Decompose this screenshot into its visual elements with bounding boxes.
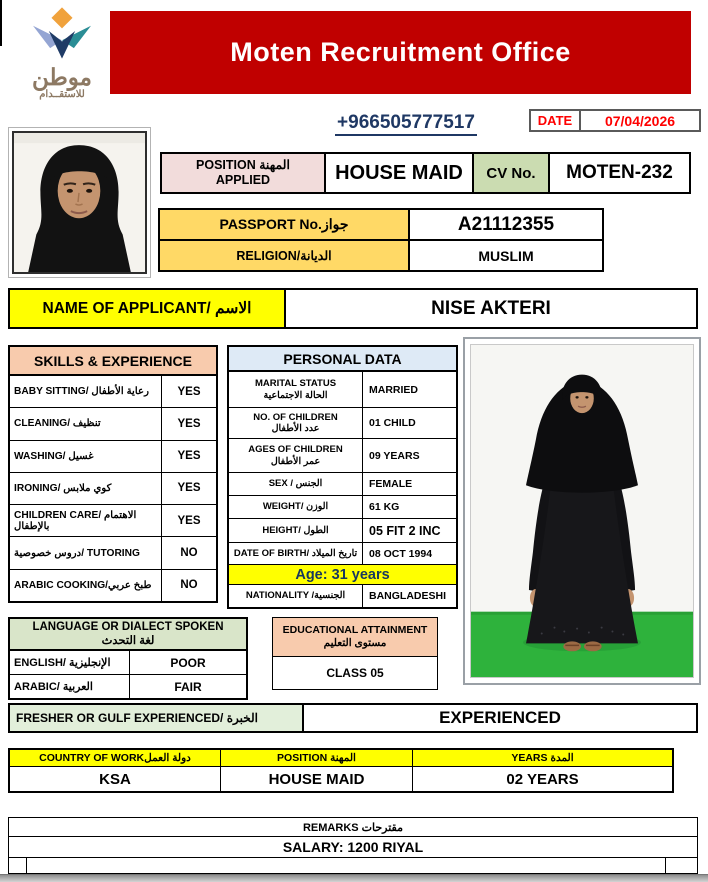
weight-label: WEIGHT/ الوزن [229, 496, 363, 518]
skill-label: CHILDREN CARE/ الاهتمام بالإطفال [10, 505, 162, 536]
phone-link[interactable]: +966505777517 [335, 112, 477, 136]
bottom-divider-bar [0, 874, 708, 882]
height-row [229, 519, 456, 543]
fullbody-image [471, 345, 693, 677]
birthdate-label: DATE OF BIRTH/ تاريخ الميلاد [229, 543, 363, 564]
date-value: 07/04/2026 [604, 112, 676, 129]
applicant-headshot-photo [8, 127, 151, 278]
children-count-value: 01 CHILD [369, 417, 416, 429]
skill-row-arabiccooking [10, 570, 216, 601]
skills-title: SKILLS & EXPERIENCE [10, 347, 216, 376]
remarks-empty-cell [27, 858, 666, 873]
fullbody-frame [470, 344, 694, 678]
skill-label: WASHING/ غسيل [10, 441, 162, 472]
personal-data-table [227, 345, 458, 609]
remarks-empty-cell [9, 858, 27, 873]
remarks-table [8, 817, 698, 874]
remarks-salary: SALARY: 1200 RIYAL [9, 837, 697, 858]
position-applied-label [162, 154, 326, 192]
skill-label: CLEANING/ تنظيف [10, 408, 162, 439]
moten-logo [14, 6, 110, 104]
label-ar: عدد الأطفال [271, 423, 320, 434]
work-history-header [10, 750, 672, 767]
height-label: HEIGHT/ الطول [229, 519, 363, 542]
label-en: AGES OF CHILDREN [248, 444, 343, 455]
passport-value: A21112355 [457, 213, 555, 235]
headshot-frame [12, 131, 147, 274]
date-box [529, 109, 701, 132]
skill-row-babysitting [10, 376, 216, 408]
remarks-title: REMARKS مقترحات [9, 818, 697, 837]
personal-data-title: PERSONAL DATA [229, 347, 456, 372]
sex-value: FEMALE [369, 478, 413, 490]
children-count-row [229, 408, 456, 439]
height-value: 05 FIT 2 INC [369, 523, 441, 538]
skill-label: BABY SITTING/ رعاية الأطفال [10, 376, 162, 407]
skills-table [8, 345, 218, 603]
office-title: Moten Recruitment Office [230, 37, 571, 67]
cv-number-value: MOTEN-232 [566, 162, 673, 183]
language-title-ar: لغة التحدث [101, 635, 155, 647]
moten-logo-icon [14, 6, 110, 60]
position-value: HOUSE MAID [326, 154, 474, 192]
skill-row-childrencare [10, 505, 216, 537]
remarks-empty-cell [666, 858, 697, 873]
passport-row [160, 210, 602, 239]
skill-value: YES [177, 482, 201, 495]
skill-row-tutoring [10, 537, 216, 569]
applicant-name-row [8, 288, 698, 329]
language-title [10, 619, 246, 651]
language-title-en: LANGUAGE OR DIALECT SPOKEN [32, 621, 224, 633]
skill-value: NO [180, 579, 198, 592]
applicant-fullbody-photo [463, 337, 701, 685]
birthdate-row [229, 543, 456, 565]
nationality-label: NATIONALITY /الجنسية [229, 585, 363, 607]
arabic-label: ARABIC/ العربية [10, 675, 130, 698]
age-highlight: Age: 31 years [229, 565, 456, 585]
language-table [8, 617, 248, 700]
religion-label: RELIGION/الديانة [160, 241, 410, 270]
weight-value: 61 KG [369, 501, 400, 513]
position-header: POSITION المهنة [221, 750, 413, 766]
experience-row [8, 703, 698, 733]
skill-label: دروس خصوصية/ TUTORING [10, 537, 162, 568]
education-title [273, 618, 437, 657]
skill-value: YES [177, 417, 201, 430]
phone-row [300, 112, 512, 134]
children-count-label [229, 408, 363, 438]
position-label-line2: APPLIED [215, 173, 271, 187]
skills-rows [10, 376, 216, 601]
passport-label: PASSPORT No.جواز [160, 210, 410, 239]
education-box [272, 617, 438, 690]
education-title-en: EDUCATIONAL ATTAINMENT [282, 624, 428, 636]
nationality-value: BANGLADESHI [369, 590, 447, 602]
logo-arabic-subtitle: للاستقــدام [39, 89, 85, 100]
skill-value: YES [177, 385, 201, 398]
birthdate-value: 08 OCT 1994 [369, 547, 433, 560]
label-ar: الحالة الاجتماعية [263, 389, 328, 401]
skill-label: ARABIC COOKING/طبخ عربي [10, 570, 162, 601]
religion-value: MUSLIM [478, 247, 534, 264]
work-history-table [8, 748, 674, 793]
applicant-name-label: NAME OF APPLICANT/ الاسم [10, 290, 286, 327]
passport-table [158, 208, 604, 272]
skill-value: YES [177, 450, 201, 463]
children-ages-label [229, 439, 363, 472]
marital-status-row [229, 372, 456, 408]
experience-label: FRESHER OR GULF EXPERIENCED/ الخبرة [10, 705, 304, 731]
weight-row [229, 496, 456, 519]
country-of-work-value: KSA [10, 767, 221, 791]
skill-label: IRONING/ كوي ملابس [10, 473, 162, 504]
position-label-line1: POSITION المهنة [196, 158, 290, 172]
children-ages-row [229, 439, 456, 473]
skill-value: NO [180, 547, 198, 560]
work-history-values [10, 767, 672, 791]
position-value-row: HOUSE MAID [221, 767, 413, 791]
arabic-value: FAIR [174, 679, 202, 694]
remarks-empty-row [9, 858, 697, 873]
sex-row [229, 473, 456, 496]
label-ar: عمر الأطفال [270, 455, 321, 467]
children-ages-value: 09 YEARS [369, 449, 420, 462]
skill-row-washing [10, 441, 216, 473]
marital-status-label [229, 372, 363, 407]
marital-status-value: MARRIED [369, 383, 418, 396]
country-of-work-header: COUNTRY OF WORKدولة العمل [10, 750, 221, 766]
logo-arabic-name: موطن [31, 64, 92, 90]
english-value: POOR [170, 655, 206, 670]
experience-value: EXPERIENCED [439, 708, 561, 727]
skill-value: YES [177, 514, 201, 527]
nationality-row [229, 585, 456, 607]
date-label: DATE [531, 111, 581, 130]
years-value: 02 YEARS [506, 770, 579, 788]
applicant-name-value: NISE AKTERI [431, 297, 551, 319]
label-en: MARITAL STATUS [254, 378, 337, 389]
english-label: ENGLISH/ الإنجليزية [10, 651, 130, 674]
label-en: NO. OF CHILDREN [253, 411, 338, 423]
religion-row [160, 239, 602, 270]
cv-number-label: CV No. [474, 154, 550, 192]
logo-diamond-icon [51, 7, 72, 28]
education-value: CLASS 05 [326, 666, 384, 680]
skill-row-ironing [10, 473, 216, 505]
skill-row-cleaning [10, 408, 216, 440]
headshot-image [14, 133, 145, 272]
arabic-row [10, 675, 246, 698]
page-edge-line [0, 0, 2, 46]
title-banner [110, 11, 691, 94]
sex-label: SEX / الجنس [229, 473, 363, 495]
years-header: YEARS المدة [511, 752, 574, 764]
position-applied-table [160, 152, 691, 194]
education-title-ar: مستوى التعليم [323, 637, 387, 649]
english-row [10, 651, 246, 675]
